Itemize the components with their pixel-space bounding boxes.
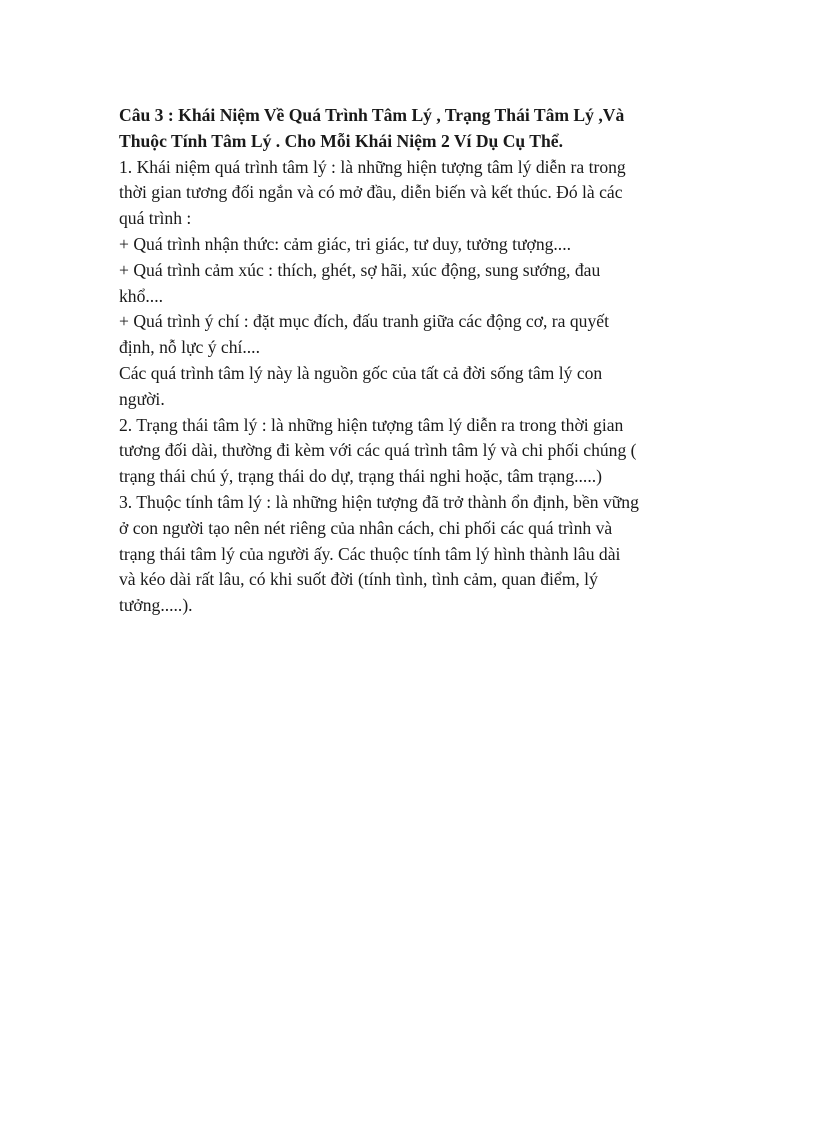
body-line: tương đối dài, thường đi kèm với các quá trình tâm lý và chi phối chúng (	[119, 440, 637, 461]
body-line: Các quá trình tâm lý này là nguồn gốc của tất cả đời sống tâm lý con	[119, 362, 603, 383]
body-line: người.	[119, 388, 165, 409]
body-line: định, nỗ lực ý chí....	[119, 337, 260, 358]
body-line: quá trình :	[119, 208, 192, 229]
body-line: 2. Trạng thái tâm lý : là những hiện tượng tâm lý diễn ra trong thời gian	[119, 414, 624, 435]
body-line: khổ....	[119, 285, 163, 306]
body-line: ở con người tạo nên nét riêng của nhân cách, chi phối các quá trình và	[119, 517, 613, 538]
document-content	[119, 103, 709, 619]
body-line: tưởng.....).	[119, 595, 193, 616]
body-line: 1. Khái niệm quá trình tâm lý : là những hiện tượng tâm lý diễn ra trong	[119, 156, 626, 177]
body-line: trạng thái chú ý, trạng thái do dự, trạng thái nghi hoặc, tâm trạng.....)	[119, 466, 602, 487]
body-line: + Quá trình ý chí : đặt mục đích, đấu tranh giữa các động cơ, ra quyết	[119, 311, 609, 332]
body-line: và kéo dài rất lâu, có khi suốt đời (tính tình, tình cảm, quan điểm, lý	[119, 569, 598, 590]
body-line: thời gian tương đối ngắn và có mở đầu, diễn biến và kết thúc. Đó là các	[119, 182, 623, 203]
body-line: + Quá trình cảm xúc : thích, ghét, sợ hãi, xúc động, sung sướng, đau	[119, 259, 601, 280]
body-line: + Quá trình nhận thức: cảm giác, tri giác, tư duy, tưởng tượng....	[119, 233, 572, 254]
body-line: trạng thái tâm lý của người ấy. Các thuộc tính tâm lý hình thành lâu dài	[119, 543, 621, 564]
title-line-2: Thuộc Tính Tâm Lý . Cho Mỗi Khái Niệm 2 Ví Dụ Cụ Thể.	[119, 130, 564, 151]
title-line-1: Câu 3 : Khái Niệm Về Quá Trình Tâm Lý , Trạng Thái Tâm Lý ,Và	[119, 105, 625, 125]
body-line: 3. Thuộc tính tâm lý : là những hiện tượng đã trở thành ổn định, bền vững	[119, 491, 639, 512]
